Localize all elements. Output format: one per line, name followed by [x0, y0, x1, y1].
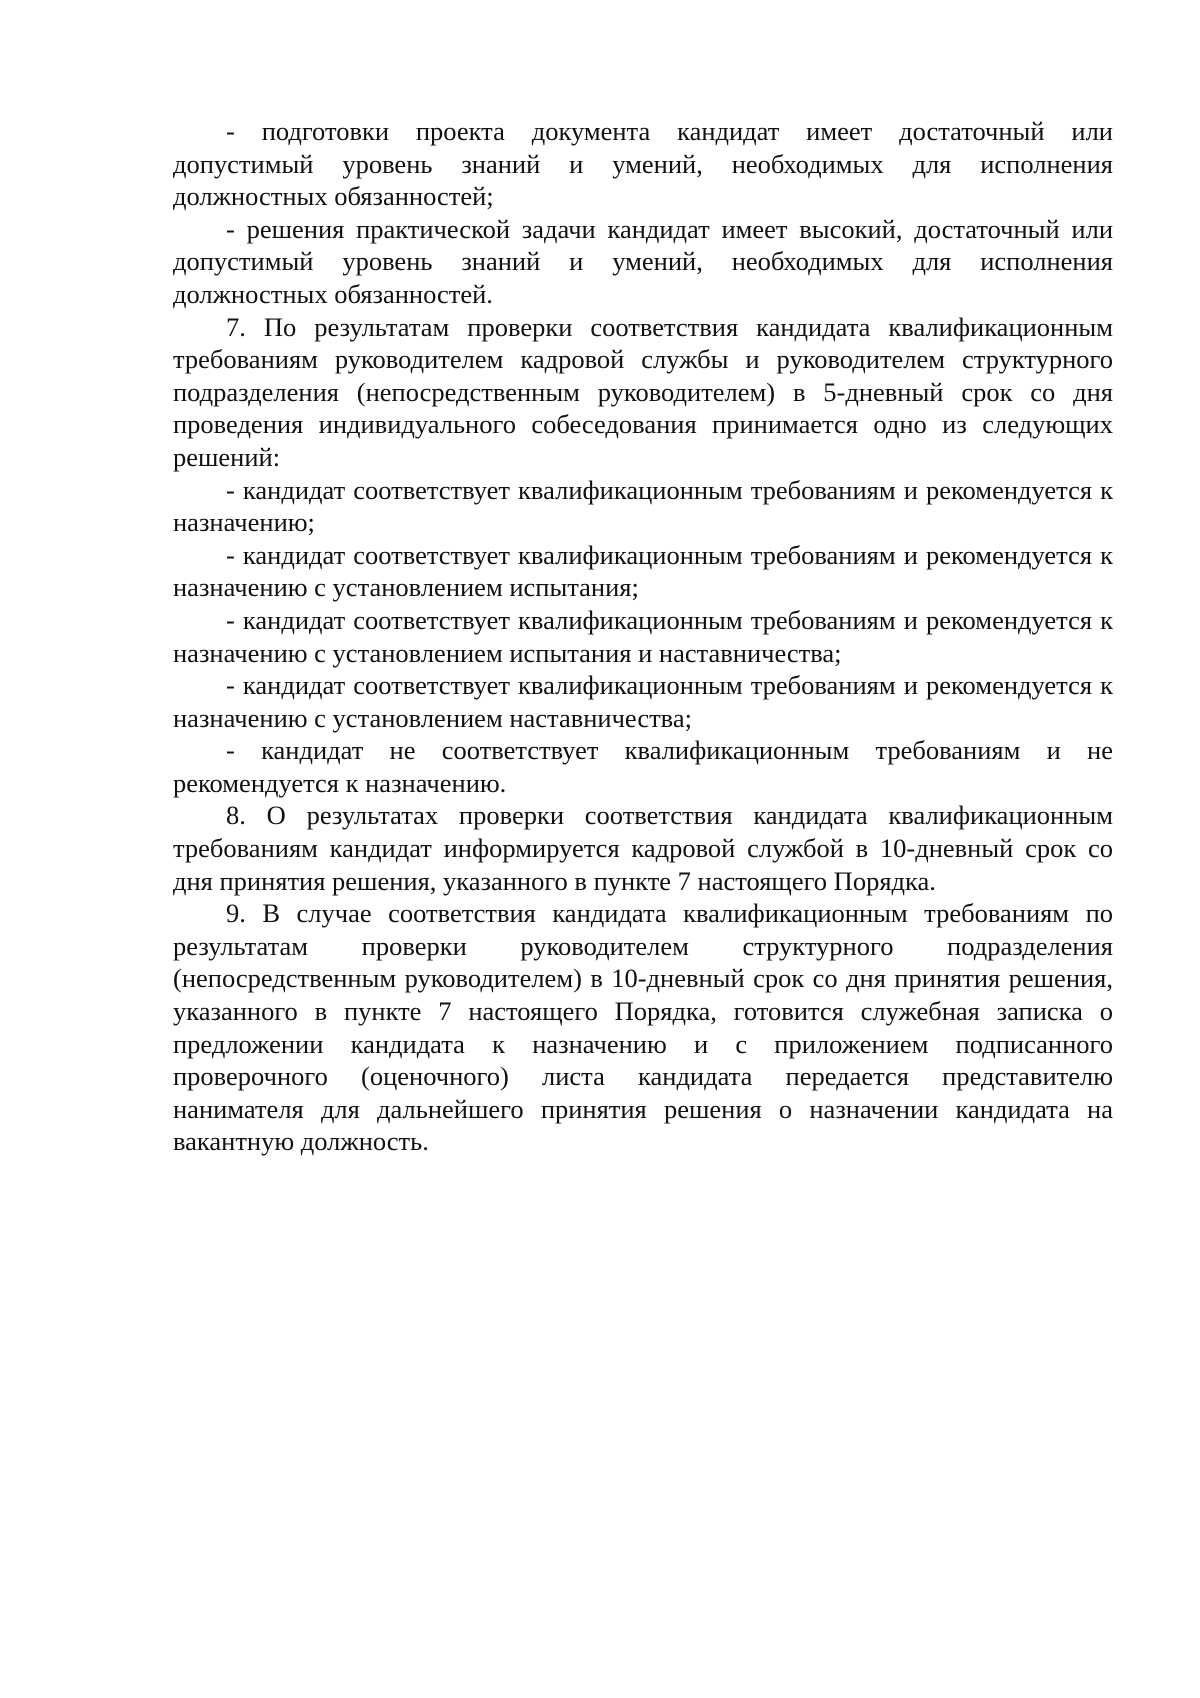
paragraph-item-9: 9. В случае соответствия кандидата квалификационным требованиям по результатам проверки руководителем структурного подразделения (непосредственным руководителем) в 10-дневный срок со дня принятия решения, указанного в пункте 7 настоящего Порядка, готовится служебная записка о предложении кандидата к назначению и с приложением подписанного проверочного (оценочного) листа кандидата передается представителю нанимателя для дальнейшего принятия решения о назначении кандидата на вакантную должность.: [173, 898, 1113, 1157]
paragraph-decision-recommended-with-mentoring: - кандидат соответствует квалификационным требованиям и рекомендуется к назначению с установлением наставничества;: [173, 670, 1113, 733]
paragraph-practical-task-criterion: - решения практической задачи кандидат имеет высокий, достаточный или допустимый уровень знаний и умений, необходимых для исполнения должностных обязанностей.: [173, 213, 1113, 309]
paragraph-item-7: 7. По результатам проверки соответствия кандидата квалификационным требованиям руководителем кадровой службы и руководителем структурного подразделения (непосредственным руководителем) в 5-дневный срок со дня проведения индивидуального собеседования принимается одно из следующих решений:: [173, 311, 1113, 472]
paragraph-decision-not-recommended: - кандидат не соответствует квалификационным требованиям и не рекомендуется к назначению.: [173, 735, 1113, 798]
paragraph-item-8: 8. О результатах проверки соответствия кандидата квалификационным требованиям кандидат информируется кадровой службой в 10-дневный срок со дня принятия решения, указанного в пункте 7 настоящего Порядка.: [173, 800, 1113, 896]
paragraph-decision-recommended-with-probation: - кандидат соответствует квалификационным требованиям и рекомендуется к назначению с установлением испытания;: [173, 539, 1113, 603]
paragraph-project-document-criterion: - подготовки проекта документа кандидат имеет достаточный или допустимый уровень знаний и умений, необходимых для исполнения должностных обязанностей;: [173, 116, 1113, 212]
paragraph-decision-recommended: - кандидат соответствует квалификационным требованиям и рекомендуется к назначению;: [173, 474, 1113, 538]
paragraph-decision-recommended-with-probation-and-mentoring: - кандидат соответствует квалификационным требованиям и рекомендуется к назначению с установлением испытания и наставничества;: [173, 604, 1113, 668]
document-body: [173, 115, 1113, 1158]
